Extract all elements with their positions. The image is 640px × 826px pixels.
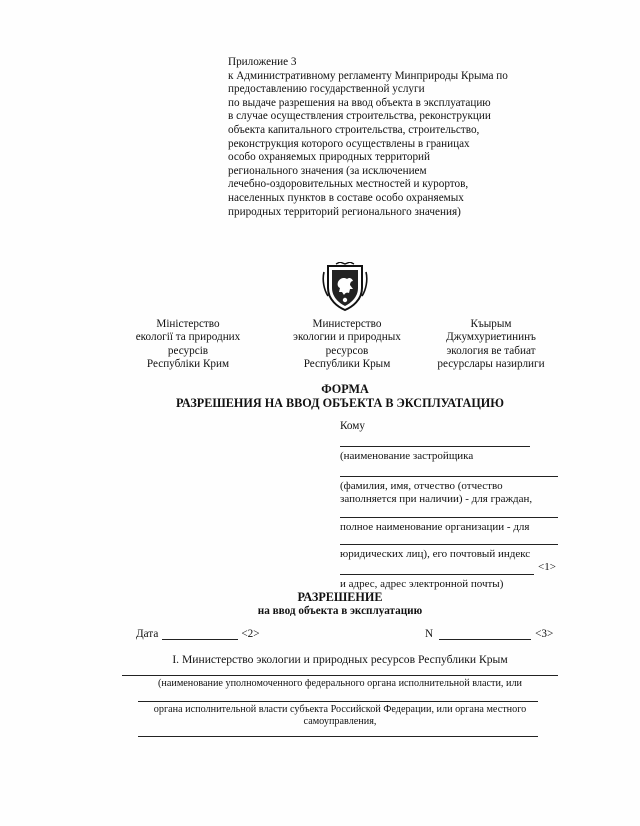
- ministry-name-russian: [282, 318, 412, 372]
- ministry-line: ресурсов: [325, 344, 369, 357]
- appendix-line: регионального значения (за исключением: [228, 164, 427, 177]
- ministry-line: Министерство: [312, 318, 382, 330]
- org-label: полное наименование организации - для: [340, 520, 530, 533]
- ministry-line: Республіки Крим: [146, 358, 230, 371]
- footnote-ref-3: <3>: [535, 628, 554, 640]
- appendix-line: объекта капитального строительства, строительство,: [228, 123, 480, 136]
- ministry-line: Джумхуриетининъ: [446, 331, 536, 344]
- to-label: Кому: [340, 420, 365, 432]
- fio-field[interactable]: [340, 464, 558, 477]
- appendix-header: [228, 56, 558, 219]
- form-title-line1: ФОРМА: [321, 382, 369, 396]
- appendix-line: природных территорий регионального значения): [228, 205, 461, 218]
- developer-name-field[interactable]: [340, 432, 530, 447]
- postal-index-field[interactable]: [340, 562, 534, 575]
- ministry-line: экологии и природных: [293, 331, 401, 344]
- appendix-line: по выдаче разрешения на ввод объекта в эксплуатацию: [228, 96, 491, 109]
- ministry-line: Республики Крым: [303, 358, 391, 371]
- coat-of-arms-icon: [322, 262, 368, 312]
- permit-title-main: РАЗРЕШЕНИЕ: [297, 590, 383, 604]
- number-row: [425, 628, 553, 640]
- developer-label: (наименование застройщика: [340, 450, 474, 462]
- recipient-block: [340, 420, 560, 591]
- section-1-text: I. Министерство экологии и природных ресурсов Республики Крым: [172, 653, 508, 666]
- authority-line-2[interactable]: [138, 701, 538, 702]
- appendix-line: Приложение 3: [228, 56, 297, 68]
- ministry-line: Міністерство: [156, 318, 220, 330]
- permit-subtitle: на ввод объекта в эксплуатацию: [257, 605, 423, 617]
- appendix-line: особо охраняемых природных территорий: [228, 151, 431, 164]
- permit-title: [0, 590, 640, 618]
- number-field[interactable]: [439, 628, 531, 640]
- address-label: и адрес, адрес электронной почты): [340, 577, 504, 590]
- ministry-line: ресурслары назирлиги: [437, 358, 545, 371]
- ministry-line: ресурсів: [167, 344, 209, 357]
- fio-label-2: заполняется при наличии) - для граждан,: [340, 493, 533, 505]
- authority-note-1: (наименование уполномоченного федерального органа исполнительной власти, или: [158, 678, 522, 689]
- appendix-line: реконструкция которого осуществлены в границах: [228, 137, 470, 150]
- number-label: N: [425, 628, 434, 640]
- date-row: [136, 628, 260, 640]
- appendix-line: к Административному регламенту Минприроды Крыма по: [228, 69, 508, 82]
- authority-note-3: самоуправления,: [303, 716, 377, 727]
- legal-label: юридических лиц), его почтовый индекс: [340, 548, 531, 560]
- ministry-name-crimean-tatar: [426, 318, 556, 372]
- ministry-line: Къырым: [470, 318, 512, 330]
- ministry-name-ukrainian: [128, 318, 248, 372]
- appendix-line: предоставлению государственной услуги: [228, 83, 425, 96]
- ministry-line: экология ве табиат: [446, 344, 536, 357]
- appendix-line: в случае осуществления строительства, реконструкции: [228, 110, 491, 123]
- footnote-ref-2: <2>: [241, 628, 260, 640]
- authority-line-1[interactable]: [122, 675, 558, 676]
- appendix-line: населенных пунктов в составе особо охраняемых: [228, 191, 464, 204]
- fio-label-1: (фамилия, имя, отчество (отчество: [340, 479, 503, 492]
- appendix-line: лечебно-оздоровительных местностей и курортов,: [228, 178, 469, 191]
- authority-line-3[interactable]: [138, 736, 538, 737]
- form-title-line2: РАЗРЕШЕНИЯ НА ВВОД ОБЪЕКТА В ЭКСПЛУАТАЦИЮ: [175, 396, 505, 410]
- form-title: [0, 382, 640, 410]
- ministry-line: екології та природних: [135, 331, 241, 344]
- date-label: Дата: [136, 628, 159, 640]
- legal-field[interactable]: [340, 534, 558, 545]
- org-field[interactable]: [340, 507, 558, 518]
- footnote-ref-1: <1>: [538, 561, 556, 573]
- authority-note-2: органа исполнительной власти субъекта Российской Федерации, или органа местного: [153, 704, 527, 715]
- date-field[interactable]: [162, 628, 238, 640]
